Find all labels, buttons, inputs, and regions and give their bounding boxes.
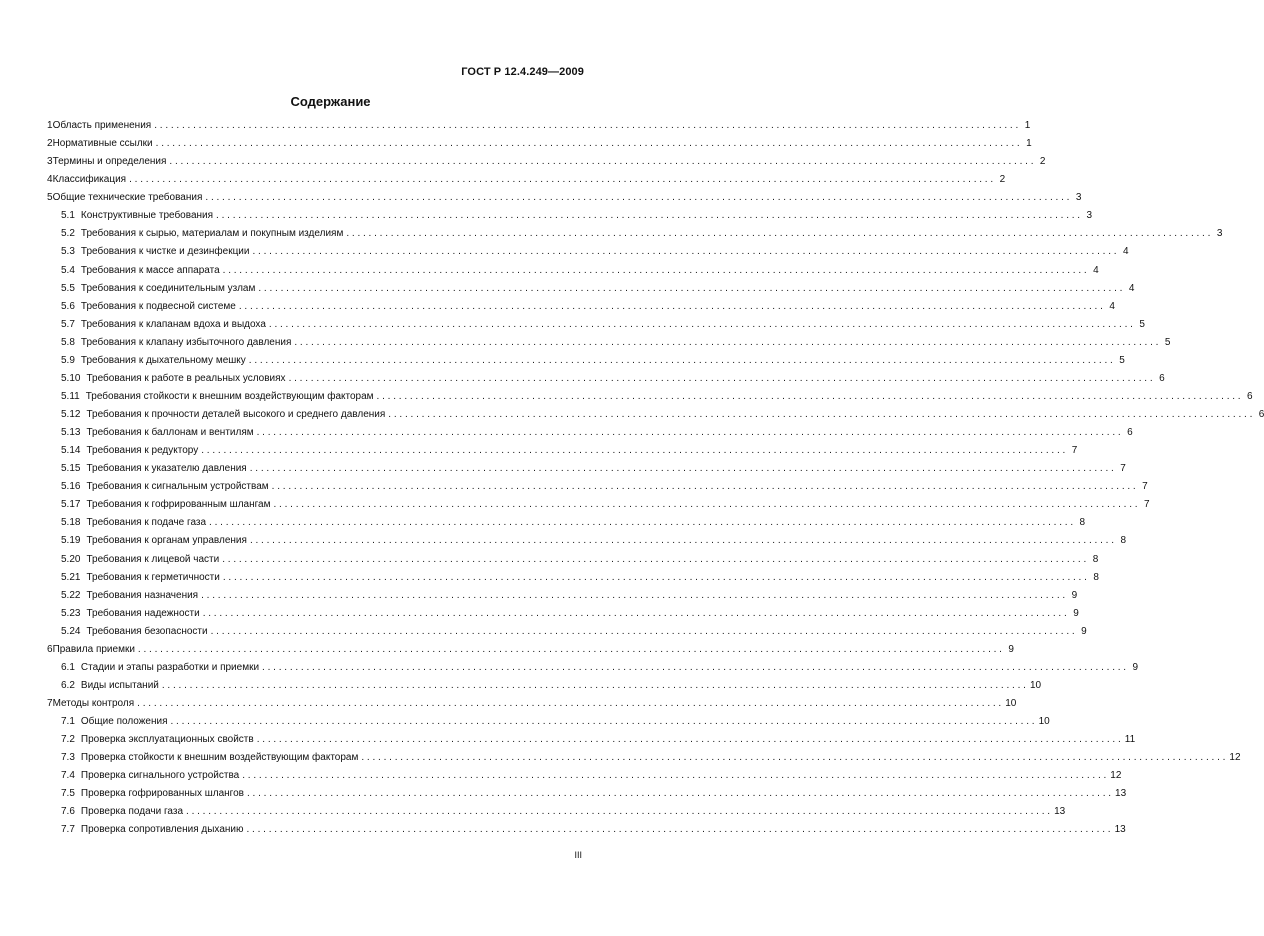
toc-leader-dots	[154, 120, 1018, 132]
toc-entry-label: Требования к массе аппарата	[80, 264, 220, 276]
toc-entry[interactable]	[47, 463, 1126, 481]
toc-leader-dots	[242, 770, 1106, 782]
toc-leader-dots	[262, 662, 1126, 674]
toc-entry[interactable]	[47, 553, 1099, 572]
toc-entry-page: 8	[1079, 517, 1086, 529]
toc-entry[interactable]	[47, 390, 1253, 409]
toc-entry-page: 1	[1026, 138, 1032, 150]
toc-entry[interactable]	[47, 300, 1115, 319]
toc-entry-number: 5.19	[61, 535, 81, 547]
toc-entry[interactable]	[47, 427, 1133, 445]
toc-leader-dots	[129, 174, 993, 186]
toc-entry-number: 4	[47, 174, 53, 186]
toc-entry-label: Требования к дыхательному мешку	[80, 354, 246, 366]
toc-entry[interactable]	[47, 679, 1042, 698]
toc-entry-page: 11	[1124, 734, 1136, 746]
toc-entry-number: 6.2	[61, 679, 75, 691]
toc-entry[interactable]	[47, 264, 1099, 283]
toc-entry-number: 7.3	[61, 752, 75, 764]
toc-entry-label: Требования надежности	[86, 607, 200, 619]
toc-entry-number: 5.22	[61, 589, 81, 601]
toc-entry-page: 5	[1119, 354, 1125, 366]
toc-leader-dots	[162, 680, 1026, 692]
toc-entry-number: 5.5	[61, 282, 75, 294]
toc-entry-label: Термины и определения	[52, 156, 167, 168]
toc-entry-label: Требования к клапанам вдоха и выдоха	[80, 318, 266, 330]
toc-entry-label: Общие технические требования	[52, 192, 203, 204]
toc-entry-number: 6.1	[61, 661, 75, 673]
toc-leader-dots	[223, 572, 1087, 584]
toc-entry-page: 7	[1120, 463, 1126, 475]
toc-entry-page: 10	[1029, 679, 1042, 691]
toc-entry[interactable]	[47, 752, 1241, 770]
toc-entry[interactable]	[47, 372, 1165, 391]
toc-entry-number: 5.1	[61, 210, 75, 222]
toc-entry-page: 8	[1093, 571, 1099, 583]
toc-leader-dots	[156, 138, 1020, 150]
toc-entry-number: 5.4	[61, 264, 75, 276]
toc-leader-dots	[252, 246, 1116, 258]
toc-entry[interactable]	[47, 481, 1148, 499]
toc-leader-dots	[138, 644, 1002, 656]
toc-entry[interactable]	[47, 409, 1264, 427]
toc-entry-number: 5	[47, 192, 53, 204]
toc-entry-label: Проверка гофрированных шлангов	[80, 788, 244, 800]
toc-leader-dots	[211, 626, 1075, 638]
toc-entry-number: 1	[47, 120, 53, 131]
toc-entry-page: 6	[1127, 427, 1133, 439]
toc-leader-dots	[222, 554, 1086, 566]
toc-leader-dots	[249, 355, 1113, 367]
toc-entry[interactable]	[47, 228, 1223, 246]
toc-leader-dots	[137, 698, 1001, 710]
toc-leader-dots	[269, 319, 1133, 331]
toc-entry-label: Проверка сопротивления дыханию	[80, 824, 244, 836]
toc-entry-page: 13	[1054, 806, 1066, 818]
toc-entry-label: Проверка стойкости к внешним воздействующим факторам	[80, 752, 359, 764]
toc-leader-dots	[273, 499, 1137, 511]
toc-entry-number: 5.16	[61, 481, 81, 493]
toc-entry-page: 4	[1122, 246, 1129, 258]
toc-leader-dots	[250, 535, 1114, 547]
toc-entry-number: 7.1	[61, 716, 75, 728]
toc-entry[interactable]	[47, 661, 1139, 680]
toc-leader-dots	[239, 301, 1103, 313]
toc-entry-number: 5.15	[61, 463, 81, 475]
toc-entry[interactable]	[47, 174, 1006, 192]
toc-entry[interactable]	[47, 192, 1082, 210]
toc-entry-label: Проверка сигнального устройства	[80, 770, 240, 782]
toc-entry-number: 7.7	[61, 824, 75, 836]
page-number: III	[574, 850, 582, 860]
toc-entry-number: 6	[47, 643, 53, 655]
toc-entry-label: Требования назначения	[86, 589, 199, 601]
toc-leader-dots	[294, 337, 1158, 349]
toc-entry-number: 7.2	[61, 734, 75, 746]
toc-entry[interactable]	[47, 535, 1126, 553]
toc-entry-label: Требования к чистке и дезинфекции	[80, 246, 250, 258]
toc-entry-number: 5.6	[61, 300, 75, 312]
toc-entry-page: 9	[1071, 589, 1078, 601]
toc-leader-dots	[247, 824, 1111, 836]
toc-entry-page: 9	[1073, 607, 1079, 619]
toc-leader-dots	[186, 806, 1050, 818]
toc-entry-label: Виды испытаний	[80, 679, 159, 691]
toc-entry-label: Требования к клапану избыточного давления	[80, 336, 292, 348]
toc-entry-label: Требования к работе в реальных условиях	[86, 372, 286, 384]
toc-leader-dots	[388, 409, 1252, 421]
toc-entry-label: Правила приемки	[52, 643, 135, 655]
toc-entry-page: 3	[1216, 228, 1223, 240]
toc-entry-page: 3	[1075, 192, 1082, 204]
toc-entry-label: Требования к прочности деталей высокого и среднего давления	[86, 409, 386, 420]
toc-entry-page: 5	[1139, 318, 1145, 330]
toc-entry[interactable]	[47, 806, 1066, 824]
toc-entry-label: Требования безопасности	[86, 625, 208, 637]
toc-entry-label: Проверка подачи газа	[80, 806, 184, 818]
toc-entry-number: 5.3	[61, 246, 75, 258]
toc-leader-dots	[250, 463, 1114, 475]
toc-entry[interactable]	[47, 120, 1031, 138]
toc-entry-page: 12	[1110, 770, 1122, 782]
toc-leader-dots	[346, 228, 1210, 240]
toc-entry[interactable]	[47, 589, 1078, 608]
toc-leader-dots	[257, 427, 1121, 439]
toc-entry-page: 4	[1128, 282, 1135, 294]
toc-entry-page: 2	[999, 174, 1006, 186]
toc-entry-number: 7.4	[61, 770, 75, 782]
toc-entry-page: 9	[1081, 625, 1087, 637]
toc-entry-label: Нормативные ссылки	[52, 138, 153, 150]
toc-entry[interactable]	[47, 517, 1086, 535]
toc-entry-label: Стадии и этапы разработки и приемки	[80, 661, 260, 673]
toc-leader-dots	[216, 210, 1080, 222]
toc-leader-dots	[201, 445, 1065, 457]
toc-entry[interactable]	[47, 246, 1129, 264]
toc-entry[interactable]	[47, 318, 1145, 337]
toc-entry-page: 6	[1159, 372, 1165, 384]
toc-entry[interactable]	[47, 788, 1127, 806]
toc-leader-dots	[377, 391, 1241, 403]
toc-entry-number: 5.11	[61, 390, 80, 402]
toc-entry-label: Требования к органам управления	[86, 535, 247, 547]
toc-entry-number: 5.12	[61, 409, 81, 420]
page-title: Содержание	[290, 94, 371, 109]
toc-entry-number: 5.21	[61, 571, 81, 583]
toc-entry-number: 5.14	[61, 445, 81, 457]
toc-entry-label: Общие положения	[80, 716, 168, 728]
toc-entry-page: 4	[1093, 264, 1099, 276]
document-code: ГОСТ Р 12.4.249—2009	[461, 66, 584, 78]
toc-entry-number: 5.23	[61, 607, 81, 619]
toc-entry-number: 5.9	[61, 354, 75, 366]
toc-entry[interactable]	[47, 734, 1136, 752]
toc-leader-dots	[205, 192, 1069, 204]
toc-entry-label: Классификация	[52, 174, 127, 186]
toc-entry-page: 2	[1039, 156, 1046, 168]
toc-entry[interactable]	[47, 716, 1050, 734]
toc-entry-label: Требования к баллонам и вентилям	[86, 427, 254, 439]
toc-leader-dots	[223, 265, 1087, 277]
toc-entry-number: 5.20	[61, 553, 81, 565]
toc-leader-dots	[289, 373, 1153, 385]
toc-entry-number: 3	[47, 156, 53, 168]
toc-entry-label: Требования к сигнальным устройствам	[86, 481, 269, 493]
toc-entry-page: 9	[1132, 661, 1139, 673]
toc-entry[interactable]	[47, 824, 1126, 842]
toc-leader-dots	[201, 590, 1065, 602]
toc-leader-dots	[203, 608, 1067, 620]
toc-entry-page: 6	[1247, 390, 1253, 402]
toc-entry[interactable]	[47, 445, 1078, 463]
table-of-contents	[47, 120, 1264, 843]
toc-entry-label: Требования к соединительным узлам	[80, 282, 256, 294]
toc-leader-dots	[169, 156, 1033, 168]
toc-entry-page: 7	[1071, 445, 1078, 457]
toc-entry-page: 7	[1143, 499, 1150, 511]
toc-entry[interactable]	[47, 138, 1032, 156]
toc-entry-number: 5.13	[61, 427, 81, 439]
toc-entry-label: Требования к гофрированным шлангам	[86, 499, 271, 511]
toc-entry-page: 10	[1005, 698, 1017, 709]
toc-leader-dots	[257, 734, 1121, 746]
toc-entry-label: Требования к подаче газа	[86, 517, 207, 529]
toc-leader-dots	[272, 481, 1136, 493]
toc-entry-number: 2	[47, 138, 53, 150]
toc-entry-page: 10	[1038, 716, 1050, 728]
toc-leader-dots	[258, 283, 1122, 295]
toc-entry[interactable]	[47, 607, 1079, 626]
toc-entry[interactable]	[47, 571, 1099, 590]
toc-entry-number: 5.17	[61, 499, 81, 511]
toc-entry[interactable]	[47, 770, 1122, 788]
toc-entry-label: Методы контроля	[52, 698, 135, 709]
toc-entry-page: 4	[1109, 300, 1115, 312]
toc-entry-label: Проверка эксплуатационных свойств	[80, 734, 254, 746]
toc-entry[interactable]	[47, 625, 1087, 644]
toc-entry-page: 13	[1114, 824, 1126, 836]
toc-entry-page: 1	[1024, 120, 1031, 131]
toc-entry-label: Требования к редуктору	[86, 445, 199, 457]
toc-entry[interactable]	[47, 354, 1125, 373]
toc-leader-dots	[171, 716, 1035, 728]
toc-leader-dots	[361, 752, 1225, 764]
toc-entry-label: Требования к указателю давления	[86, 463, 247, 475]
toc-entry[interactable]	[47, 698, 1017, 716]
toc-entry[interactable]	[47, 336, 1171, 355]
toc-entry[interactable]	[47, 210, 1093, 228]
toc-entry-label: Область применения	[52, 120, 152, 131]
toc-entry-number: 7.6	[61, 806, 75, 818]
toc-entry[interactable]	[47, 643, 1014, 662]
toc-entry-page: 7	[1142, 481, 1148, 493]
toc-entry-number: 5.8	[61, 336, 75, 348]
toc-entry-page: 8	[1120, 535, 1126, 547]
toc-entry-page: 13	[1115, 788, 1127, 800]
toc-entry-page: 5	[1164, 336, 1171, 348]
toc-entry-number: 5.10	[61, 372, 81, 384]
toc-entry-number: 5.7	[61, 318, 75, 330]
toc-entry[interactable]	[47, 282, 1135, 301]
toc-entry-number: 7.5	[61, 788, 75, 800]
toc-entry-number: 7	[47, 698, 53, 709]
toc-entry-page: 9	[1008, 643, 1014, 655]
toc-entry-number: 5.18	[61, 517, 81, 529]
toc-entry-label: Требования к подвесной системе	[80, 300, 236, 312]
toc-entry-label: Требования стойкости к внешним воздействующим факторам	[85, 390, 374, 402]
toc-entry[interactable]	[47, 499, 1150, 517]
toc-entry-page: 12	[1229, 752, 1241, 764]
toc-entry[interactable]	[47, 156, 1046, 174]
toc-entry-label: Требования к герметичности	[86, 571, 220, 583]
toc-leader-dots	[247, 788, 1111, 800]
toc-entry-page: 6	[1258, 409, 1264, 420]
toc-entry-number: 5.2	[61, 228, 75, 240]
toc-entry-label: Требования к лицевой части	[86, 553, 220, 565]
toc-leader-dots	[209, 517, 1073, 529]
toc-entry-label: Конструктивные требования	[80, 210, 214, 222]
toc-entry-page: 3	[1086, 210, 1093, 222]
toc-entry-label: Требования к сырью, материалам и покупным изделиям	[80, 228, 344, 240]
toc-entry-number: 5.24	[61, 625, 81, 637]
toc-entry-page: 8	[1092, 553, 1099, 565]
